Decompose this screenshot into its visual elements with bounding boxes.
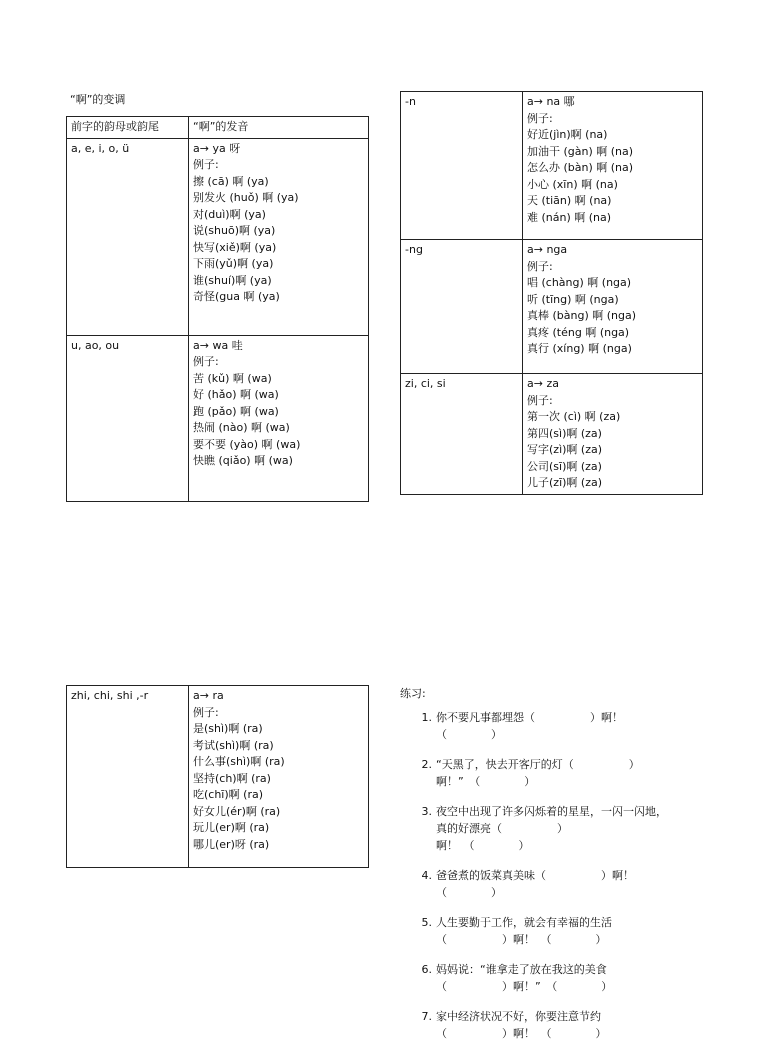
- example-line: 玩儿(er)啊 (ra): [193, 821, 270, 834]
- example-line: 快写(xiě)啊 (ya): [193, 240, 277, 254]
- right-table: [400, 91, 703, 495]
- example-line: 要不要 (yào) 啊 (wa): [193, 437, 301, 451]
- header-finals: 前字的韵母或韵尾: [67, 117, 189, 139]
- table-row: [67, 138, 369, 335]
- exercise-text: （ ）: [436, 886, 502, 899]
- example-line: 擦 (cā) 啊 (ya): [193, 174, 269, 188]
- example-line: 小心 (xīn) 啊 (na): [527, 177, 618, 191]
- examples-cell: [189, 138, 369, 335]
- header-pronunciation: “啊”的发音: [189, 117, 369, 139]
- example-line: 公司(sī)啊 (za): [527, 459, 602, 473]
- example-line: 哪儿(er)呀 (ra): [193, 837, 270, 851]
- rule-line: a→ nga: [527, 243, 568, 256]
- examples-cell: [523, 92, 703, 240]
- example-line: 儿子(zī)啊 (za): [527, 476, 603, 489]
- finals-cell: zhi, chi, shi ,-r: [67, 686, 189, 868]
- exercise-text: 妈妈说：“谁拿走了放在我这的美食: [436, 963, 607, 976]
- examples-cell: [523, 374, 703, 495]
- example-line: 考试(shì)啊 (ra): [193, 738, 274, 752]
- example-line: 好 (hǎo) 啊 (wa): [193, 388, 279, 401]
- example-line: 难 (nán) 啊 (na): [527, 210, 612, 224]
- exercise-text: 你不要凡事都埋怨（ ）啊！: [436, 711, 623, 724]
- example-line: 吃(chī)啊 (ra): [193, 788, 264, 801]
- example-line: 是(shì)啊 (ra): [193, 722, 263, 735]
- example-line: 好近(jìn)啊 (na): [527, 128, 608, 141]
- example-line: 对(duì)啊 (ya): [193, 207, 266, 221]
- exercise-text: （ ）啊！ （ ）: [436, 933, 607, 946]
- example-line: 跑 (pǎo) 啊 (wa): [193, 404, 279, 418]
- example-line: 真行 (xíng) 啊 (nga): [527, 342, 632, 355]
- example-line: 苦 (kǔ) 啊 (wa): [193, 371, 272, 385]
- exercise-number: 1.: [421, 711, 432, 724]
- exercise-heading: 练习:: [400, 687, 426, 700]
- example-line: 热闹 (nào) 啊 (wa): [193, 421, 290, 434]
- exercise-text: 夜空中出现了许多闪烁着的星星，一闪一闪地，: [436, 805, 667, 818]
- example-line: 第一次 (cì) 啊 (za): [527, 410, 621, 423]
- exercise-text: （ ）啊！ （ ）: [436, 1027, 607, 1040]
- example-line: 例子:: [193, 158, 219, 171]
- exercise-text: （ ）啊！” （ ）: [436, 980, 613, 993]
- exercise-number: 2.: [421, 758, 432, 771]
- example-line: 别发火 (huǒ) 啊 (ya): [193, 191, 299, 204]
- table-row: [401, 240, 703, 374]
- example-line: 谁(shuí)啊 (ya): [193, 273, 272, 287]
- rule-line: a→ ya 呀: [193, 141, 241, 155]
- examples-cell: [189, 686, 369, 868]
- example-line: 真棒 (bàng) 啊 (nga): [527, 309, 637, 322]
- example-line: 坚持(ch)啊 (ra): [193, 771, 271, 785]
- exercise-number: 7.: [421, 1010, 432, 1023]
- exercise-item: [414, 757, 754, 791]
- example-line: 唱 (chàng) 啊 (nga): [527, 276, 632, 289]
- finals-cell: -ng: [401, 240, 523, 374]
- example-line: 加油干 (gàn) 啊 (na): [527, 144, 634, 158]
- rule-line: a→ za: [527, 377, 559, 390]
- exercise-number: 4.: [421, 869, 432, 882]
- example-line: 例子:: [527, 111, 553, 125]
- example-line: 第四(sì)啊 (za): [527, 426, 602, 440]
- example-line: 例子:: [527, 259, 553, 273]
- exercise-text: （ ）: [436, 728, 502, 741]
- examples-cell: [523, 240, 703, 374]
- exercise-item: [414, 710, 754, 744]
- exercise-text: 爸爸煮的饭菜真美味（ ）啊！: [436, 869, 634, 882]
- table-row: [67, 686, 369, 868]
- table-row: [67, 335, 369, 501]
- example-line: 说(shuō)啊 (ya): [193, 224, 276, 237]
- rule-line: a→ wa 哇: [193, 338, 243, 352]
- finals-cell: a, e, i, o, ü: [67, 138, 189, 335]
- finals-cell: u, ao, ou: [67, 335, 189, 501]
- example-line: 奇怪(gua 啊 (ya): [193, 290, 280, 303]
- left-table: [66, 116, 369, 502]
- example-line: 怎么办 (bàn) 啊 (na): [527, 161, 634, 174]
- exercise-text: “天黑了，快去开客厅的灯（ ）: [436, 758, 640, 771]
- example-line: 例子:: [527, 393, 553, 407]
- exercise-number: 3.: [421, 805, 432, 818]
- table-row: [401, 92, 703, 240]
- exercise-number: 5.: [421, 916, 432, 929]
- finals-cell: zi, ci, si: [401, 374, 523, 495]
- exercise-item: [414, 868, 754, 902]
- example-line: 例子:: [193, 355, 219, 368]
- exercise-number: 6.: [421, 963, 432, 976]
- exercise-text: 真的好漂亮（ ）: [436, 822, 568, 835]
- exercise-list: [414, 710, 754, 1056]
- exercise-text: 人生要勤于工作，就会有幸福的生活: [436, 916, 612, 929]
- finals-cell: -n: [401, 92, 523, 240]
- example-line: 写字(zì)啊 (za): [527, 443, 603, 456]
- example-line: 快瞧 (qiǎo) 啊 (wa): [193, 454, 293, 467]
- example-line: 听 (tīng) 啊 (nga): [527, 292, 619, 306]
- exercise-item: [414, 804, 754, 855]
- example-line: 什么事(shì)啊 (ra): [193, 755, 285, 768]
- bottom-table: [66, 685, 369, 868]
- example-line: 好女儿(ér)啊 (ra): [193, 804, 281, 818]
- rule-line: a→ ra: [193, 689, 224, 702]
- examples-cell: [189, 335, 369, 501]
- exercise-text: 啊！” （ ）: [436, 775, 536, 788]
- exercise-item: [414, 1009, 754, 1043]
- exercise-item: [414, 962, 754, 996]
- example-line: 下雨(yǔ)啊 (ya): [193, 257, 274, 270]
- exercise-text: 家中经济状况不好，你要注意节约: [436, 1010, 601, 1023]
- rule-line: a→ na 哪: [527, 95, 575, 108]
- exercise-item: [414, 915, 754, 949]
- page-title: “啊”的变调: [70, 93, 126, 106]
- table-row: [401, 374, 703, 495]
- example-line: 天 (tiān) 啊 (na): [527, 194, 612, 207]
- exercise-text: 啊！ （ ）: [436, 839, 530, 852]
- example-line: 例子:: [193, 705, 219, 719]
- example-line: 真疼 (téng 啊 (nga): [527, 325, 630, 339]
